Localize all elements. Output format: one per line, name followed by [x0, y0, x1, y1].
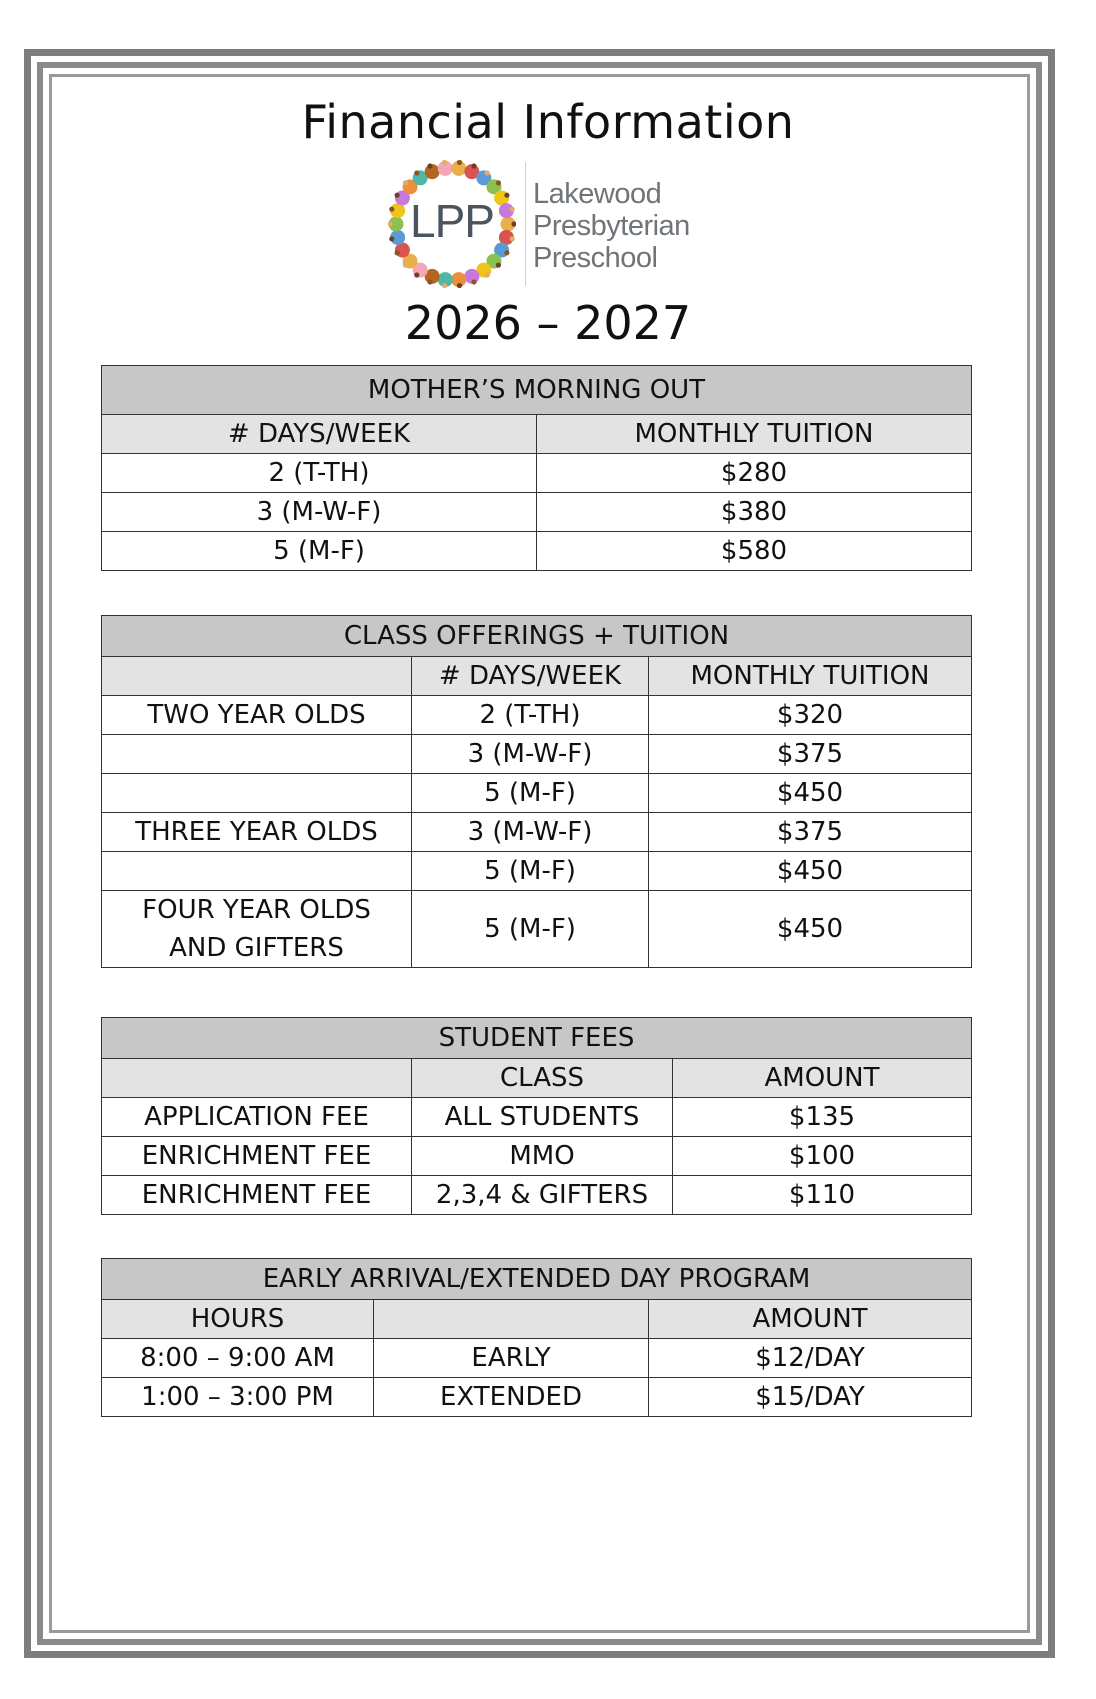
- age-group-cell: THREE YEAR OLDS: [102, 813, 412, 852]
- table-row: [102, 1339, 972, 1378]
- table-row: [102, 532, 972, 571]
- tuition-cell: $375: [649, 813, 972, 852]
- logo-figure-head: [403, 263, 408, 268]
- logo-figure-head: [403, 180, 408, 185]
- days-cell: 5 (M-F): [102, 532, 537, 571]
- table-row: [102, 1378, 972, 1417]
- fee-class-cell: MMO: [412, 1137, 673, 1176]
- fee-name-cell: APPLICATION FEE: [102, 1098, 412, 1137]
- tuition-cell: $280: [537, 454, 972, 493]
- column-header: HOURS: [102, 1300, 374, 1339]
- hours-cell: 1:00 – 3:00 PM: [102, 1378, 374, 1417]
- logo-figure-head: [471, 279, 476, 284]
- fee-name-cell: ENRICHMENT FEE: [102, 1176, 412, 1215]
- extended-day-header: EARLY ARRIVAL/EXTENDED DAY PROGRAM: [102, 1259, 972, 1300]
- age-group-label-line: AND GIFTERS: [169, 933, 344, 963]
- column-header: AMOUNT: [649, 1300, 972, 1339]
- logo-figure-head: [485, 272, 490, 277]
- logo-mark: LPP: [410, 195, 494, 247]
- table-row: [102, 1176, 972, 1215]
- column-header: # DAYS/WEEK: [412, 657, 649, 696]
- column-header: CLASS: [412, 1059, 673, 1098]
- logo-figure-head: [457, 160, 462, 165]
- logo-figure-head: [414, 170, 419, 175]
- program-cell: EXTENDED: [374, 1378, 649, 1417]
- column-header: [102, 657, 412, 696]
- fee-amount-cell: $100: [673, 1137, 972, 1176]
- days-cell: 3 (M-W-F): [102, 493, 537, 532]
- class-offerings-table: [101, 615, 972, 968]
- logo-figure-head: [496, 180, 501, 185]
- table-row: [102, 454, 972, 493]
- table-row: [102, 493, 972, 532]
- days-cell: 3 (M-W-F): [412, 813, 649, 852]
- mmo-table-header: MOTHER’S MORNING OUT: [102, 366, 972, 415]
- tuition-cell: $380: [537, 493, 972, 532]
- extended-day-table: [101, 1258, 972, 1417]
- table-row: [102, 891, 972, 968]
- tuition-cell: $450: [649, 852, 972, 891]
- fee-class-cell: ALL STUDENTS: [412, 1098, 673, 1137]
- table-row: [102, 1098, 972, 1137]
- days-cell: 2 (T-TH): [412, 696, 649, 735]
- table-row: [102, 813, 972, 852]
- age-group-cell: [102, 891, 412, 968]
- age-group-label-line: FOUR YEAR OLDS: [142, 895, 371, 925]
- column-header: AMOUNT: [673, 1059, 972, 1098]
- logo-figure-head: [414, 272, 419, 277]
- school-logo: [388, 158, 688, 292]
- days-cell: 5 (M-F): [412, 891, 649, 968]
- table-row: [102, 696, 972, 735]
- days-cell: 2 (T-TH): [102, 454, 537, 493]
- logo-figure-head: [457, 283, 462, 288]
- logo-figure-head: [395, 250, 400, 255]
- logo-figure-head: [442, 283, 447, 288]
- column-header: [102, 1059, 412, 1098]
- amount-cell: $15/DAY: [649, 1378, 972, 1417]
- column-header: [374, 1300, 649, 1339]
- column-header: MONTHLY TUITION: [649, 657, 972, 696]
- tuition-cell: $375: [649, 735, 972, 774]
- tuition-cell: $450: [649, 774, 972, 813]
- amount-cell: $12/DAY: [649, 1339, 972, 1378]
- logo-figure-head: [504, 250, 509, 255]
- logo-school-name: [533, 178, 690, 274]
- student-fees-table: [101, 1017, 972, 1215]
- age-group-cell: TWO YEAR OLDS: [102, 696, 412, 735]
- days-cell: 3 (M-W-F): [412, 735, 649, 774]
- logo-name-line: Lakewood: [533, 178, 662, 210]
- logo-figure-head: [427, 279, 432, 284]
- fee-amount-cell: $110: [673, 1176, 972, 1215]
- logo-figure-head: [471, 163, 476, 168]
- fee-class-cell: 2,3,4 & GIFTERS: [412, 1176, 673, 1215]
- tuition-cell: $450: [649, 891, 972, 968]
- student-fees-header: STUDENT FEES: [102, 1018, 972, 1059]
- logo-figure-head: [496, 263, 501, 268]
- mmo-table: [101, 365, 972, 571]
- fee-amount-cell: $135: [673, 1098, 972, 1137]
- age-group-cell: [102, 852, 412, 891]
- fee-name-cell: ENRICHMENT FEE: [102, 1137, 412, 1176]
- logo-figure-head: [442, 160, 447, 165]
- column-header: # DAYS/WEEK: [102, 415, 537, 454]
- program-cell: EARLY: [374, 1339, 649, 1378]
- hours-cell: 8:00 – 9:00 AM: [102, 1339, 374, 1378]
- logo-figure-head: [427, 163, 432, 168]
- school-year: 2026 – 2027: [404, 296, 692, 350]
- age-group-cell: [102, 774, 412, 813]
- class-offerings-header: CLASS OFFERINGS + TUITION: [102, 616, 972, 657]
- tuition-cell: $320: [649, 696, 972, 735]
- table-row: [102, 735, 972, 774]
- column-header: MONTHLY TUITION: [537, 415, 972, 454]
- days-cell: 5 (M-F): [412, 774, 649, 813]
- logo-name-line: Preschool: [533, 242, 658, 274]
- logo-divider: [525, 162, 526, 286]
- logo-figure-head: [485, 170, 490, 175]
- logo-name-line: Presbyterian: [533, 210, 690, 242]
- page-title: Financial Information: [301, 95, 795, 149]
- tuition-cell: $580: [537, 532, 972, 571]
- table-row: [102, 774, 972, 813]
- table-row: [102, 1137, 972, 1176]
- age-group-cell: [102, 735, 412, 774]
- days-cell: 5 (M-F): [412, 852, 649, 891]
- table-row: [102, 852, 972, 891]
